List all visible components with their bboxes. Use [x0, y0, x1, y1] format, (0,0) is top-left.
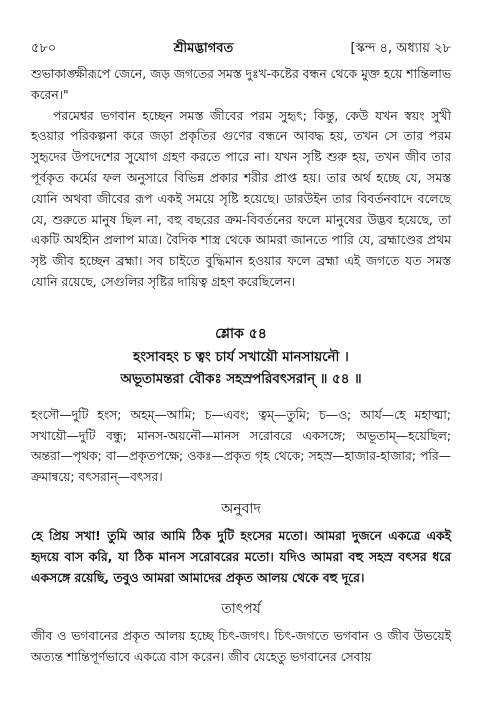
verse-title: শ্লোক ৫৪: [215, 325, 267, 342]
word-for-word-synonyms: হংসৌ—দুটি হংস; অহম্—আমি; চ—এবং; ত্বম্—তুমি; চ—ও; আর্য—হে মহাত্মা; সখায়ৌ—দুটি বন্ধু; মানস-অয়নৌ—মানস সরোবরে একসঙ্গে; অভূতাম্—হয়েছিল; অন্তরা—পৃথক; বা—প্রকৃতপক্ষে; ওকঃ—প্রকৃত গৃহ থেকে; সহস্র—হাজার-হাজার; পরি—ক্রমান্বয়ে; বৎসরান্—বৎসর।: [31, 407, 451, 485]
verse-block: [31, 323, 451, 391]
translation-block: [31, 526, 451, 588]
verse-line-2: অভূতামন্তরা বৌকঃ সহস্রপরিবৎসরান্ ॥ ৫৪ ॥: [120, 371, 362, 387]
running-header: [31, 40, 451, 58]
purport-heading: তাৎপর্য: [221, 601, 261, 618]
page-number: ৫৮০: [31, 41, 57, 56]
intro-paragraph: পরমেশ্বর ভগবান হচ্ছেন সমস্ত জীবের পরম সুহৃৎ; কিন্তু, কেউ যখন স্বয়ং সুখী হওয়ার পরিকল্পনা করে জড়া প্রকৃতির গুণের বন্ধনে আবদ্ধ হয়, তখন সে তার পরম সুহৃদের উপদেশের সুযোগ গ্রহণ করতে পারে না। যখন সৃষ্টি শুরু হয়, তখন জীব তার পূর্বকৃত কর্মের ফল অনুসারে বিভিন্ন প্রকার শরীর প্রাপ্ত হয়। তার অর্থ হচ্ছে যে, সমস্ত যোনি অথবা জীবের রূপ একই সময়ে সৃষ্টি হয়েছে। ডারউইন তার বিবর্তনবাদে বলেছে যে, শুরুতে মানুষ ছিল না, বহু বছরের ক্রম-বিবর্তনের ফলে মানুষের উদ্ভব হয়েছে, তা একটি অর্থহীন প্রলাপ মাত্র। বৈদিক শাস্ত্র থেকে আমরা জানতে পারি যে, ব্রহ্মাণ্ডের প্রথম সৃষ্ট জীব হচ্ছেন ব্রহ্মা। সব চাইতে বুদ্ধিমান হওয়ার ফলে ব্রহ্মা এই জগতে যত সমস্ত যোনি রয়েছে, সেগুলির সৃষ্টির দায়িত্ব গ্রহণ করেছিলেন।: [31, 108, 451, 289]
translation-heading: অনুবাদ: [221, 500, 261, 517]
canto-chapter-label: [স্কন্দ ৪, অধ্যায় ২৮: [350, 41, 451, 56]
purport-text: জীব ও ভগবানের প্রকৃত আলয় হচ্ছে চিৎ-জগৎ। চিৎ-জগতে ভগবান ও জীব উভয়েই অত্যন্ত শান্তিপূর্ণভাবে একত্রে বাস করেন। জীব যেহেতু ভগবানের সেবায়: [31, 629, 451, 665]
verse-line-1: হংসাবহং চ ত্বং চার্য সখায়ৌ মানসায়নৌ ।: [133, 349, 349, 365]
book-title: শ্রীমদ্ভাগবত: [173, 41, 234, 56]
intro-paragraph-continued: শুভাকাঙ্ক্ষীরূপে জেনে, জড় জগতের সমস্ত দুঃখ-কষ্টের বন্ধন থেকে মুক্ত হয়ে শান্তিলাভ করেন।": [31, 67, 451, 102]
translation-text: হে প্রিয় সখা! তুমি আর আমি ঠিক দুটি হংসের মতো। আমরা দুজনে একত্রে একই হৃদয়ে বাস করি, যা ঠিক মানস সরোবরের মতো। যদিও আমরা বহু সহস্র বৎসর ধরে একসঙ্গে রয়েছি, তবুও আমরা আমাদের প্রকৃত আলয় থেকে বহু দূরে।: [31, 528, 451, 585]
